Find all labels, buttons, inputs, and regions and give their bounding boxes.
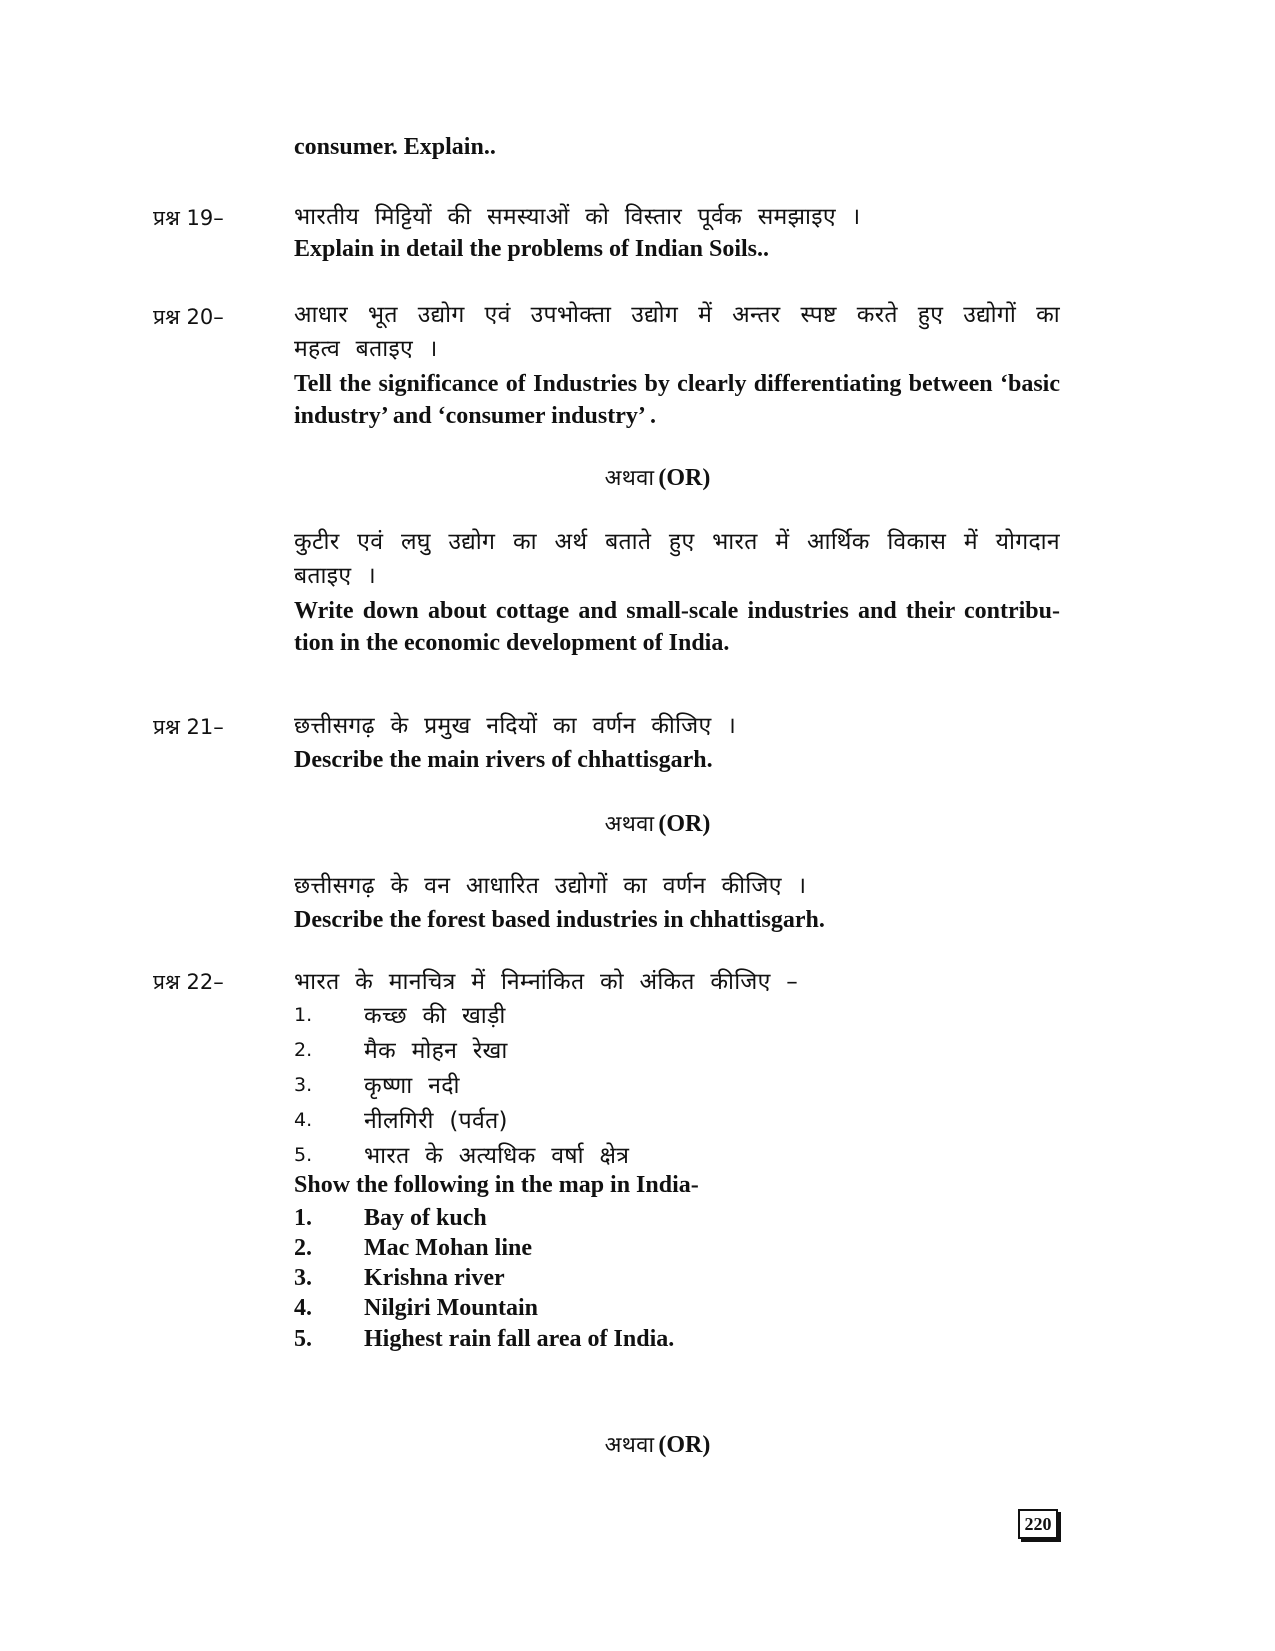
or-divider-1 xyxy=(0,462,1275,492)
question-19-label: प्रश्न 19– xyxy=(153,206,224,230)
list-item-number: 1. xyxy=(294,1205,312,1231)
list-item-number: 1. xyxy=(294,1004,313,1026)
list-item-text: Nilgiri Mountain xyxy=(364,1295,539,1321)
or-english: (OR) xyxy=(658,811,711,837)
question-22-hindi: भारत के मानचित्र में निम्नांकित को अंकित कीजिए – xyxy=(294,969,798,995)
list-item-text: Krishna river xyxy=(364,1265,505,1291)
list-item-text: मैक मोहन रेखा xyxy=(364,1038,508,1064)
question-21-alt-hindi: छत्तीसगढ़ के वन आधारित उद्योगों का वर्णन कीजिए । xyxy=(294,873,807,899)
list-item-text: कृष्णा नदी xyxy=(364,1073,460,1099)
or-divider-3 xyxy=(0,1429,1275,1459)
question-21-english: Describe the main rivers of chhattisgarh. xyxy=(294,747,713,773)
question-22-label: प्रश्न 22– xyxy=(153,970,224,994)
list-item-text: कच्छ की खाड़ी xyxy=(364,1003,506,1029)
list-item-number: 3. xyxy=(294,1074,313,1096)
list-item-number: 5. xyxy=(294,1144,313,1166)
or-hindi: अथवा xyxy=(604,1433,655,1458)
list-item-text: Mac Mohan line xyxy=(364,1235,532,1261)
list-item-number: 4. xyxy=(294,1295,312,1321)
list-item-number: 2. xyxy=(294,1039,313,1061)
list-item-text: नीलगिरी (पर्वत) xyxy=(364,1108,508,1134)
or-divider-2 xyxy=(0,808,1275,838)
question-19-english: Explain in detail the problems of Indian Soils.. xyxy=(294,236,770,262)
question-21-body xyxy=(294,709,1060,777)
or-english: (OR) xyxy=(658,465,711,491)
list-item-text: भारत के अत्यधिक वर्षा क्षेत्र xyxy=(364,1143,630,1169)
question-21-alt-english: Describe the forest based industries in chhattisgarh. xyxy=(294,907,825,933)
list-item-number: 4. xyxy=(294,1109,313,1131)
continuation-text: consumer. Explain.. xyxy=(294,134,496,160)
question-20-hindi: आधार भूत उद्योग एवं उपभोक्ता उद्योग में अन्तर स्पष्ट करते हुए उद्योगों का महत्व बताइए । xyxy=(294,302,1060,362)
question-20-alt-english: Write down about cottage and small-scale industries and their contribu-tion in the economic development of India. xyxy=(294,598,1060,656)
question-20-english: Tell the significance of Industries by clearly differentiating between ‘basic industry’ and ‘consumer industry’ . xyxy=(294,371,1060,429)
question-20-alt-hindi: कुटीर एवं लघु उद्योग का अर्थ बताते हुए भारत में आर्थिक विकास में योगदान बताइए । xyxy=(294,529,1060,589)
question-21-alternative xyxy=(294,869,1060,937)
list-item-text: Highest rain fall area of India. xyxy=(364,1326,675,1352)
page-number: 220 xyxy=(1018,1509,1058,1539)
list-item-number: 5. xyxy=(294,1326,312,1352)
or-english: (OR) xyxy=(658,1432,711,1458)
question-20-body xyxy=(294,298,1060,432)
or-hindi: अथवा xyxy=(604,466,655,491)
or-hindi: अथवा xyxy=(604,812,655,837)
list-item-text: Bay of kuch xyxy=(364,1205,487,1231)
list-item-number: 3. xyxy=(294,1265,312,1291)
question-22-english: Show the following in the map in India- xyxy=(294,1172,699,1198)
question-20-alternative xyxy=(294,525,1060,659)
question-19-hindi: भारतीय मिट्टियों की समस्याओं को विस्तार पूर्वक समझाइए । xyxy=(294,204,861,230)
list-item-number: 2. xyxy=(294,1235,312,1261)
question-20-label: प्रश्न 20– xyxy=(153,305,224,329)
question-21-hindi: छत्तीसगढ़ के प्रमुख नदियों का वर्णन कीजिए । xyxy=(294,713,737,739)
question-19-body xyxy=(294,200,1060,266)
question-21-label: प्रश्न 21– xyxy=(153,715,224,739)
